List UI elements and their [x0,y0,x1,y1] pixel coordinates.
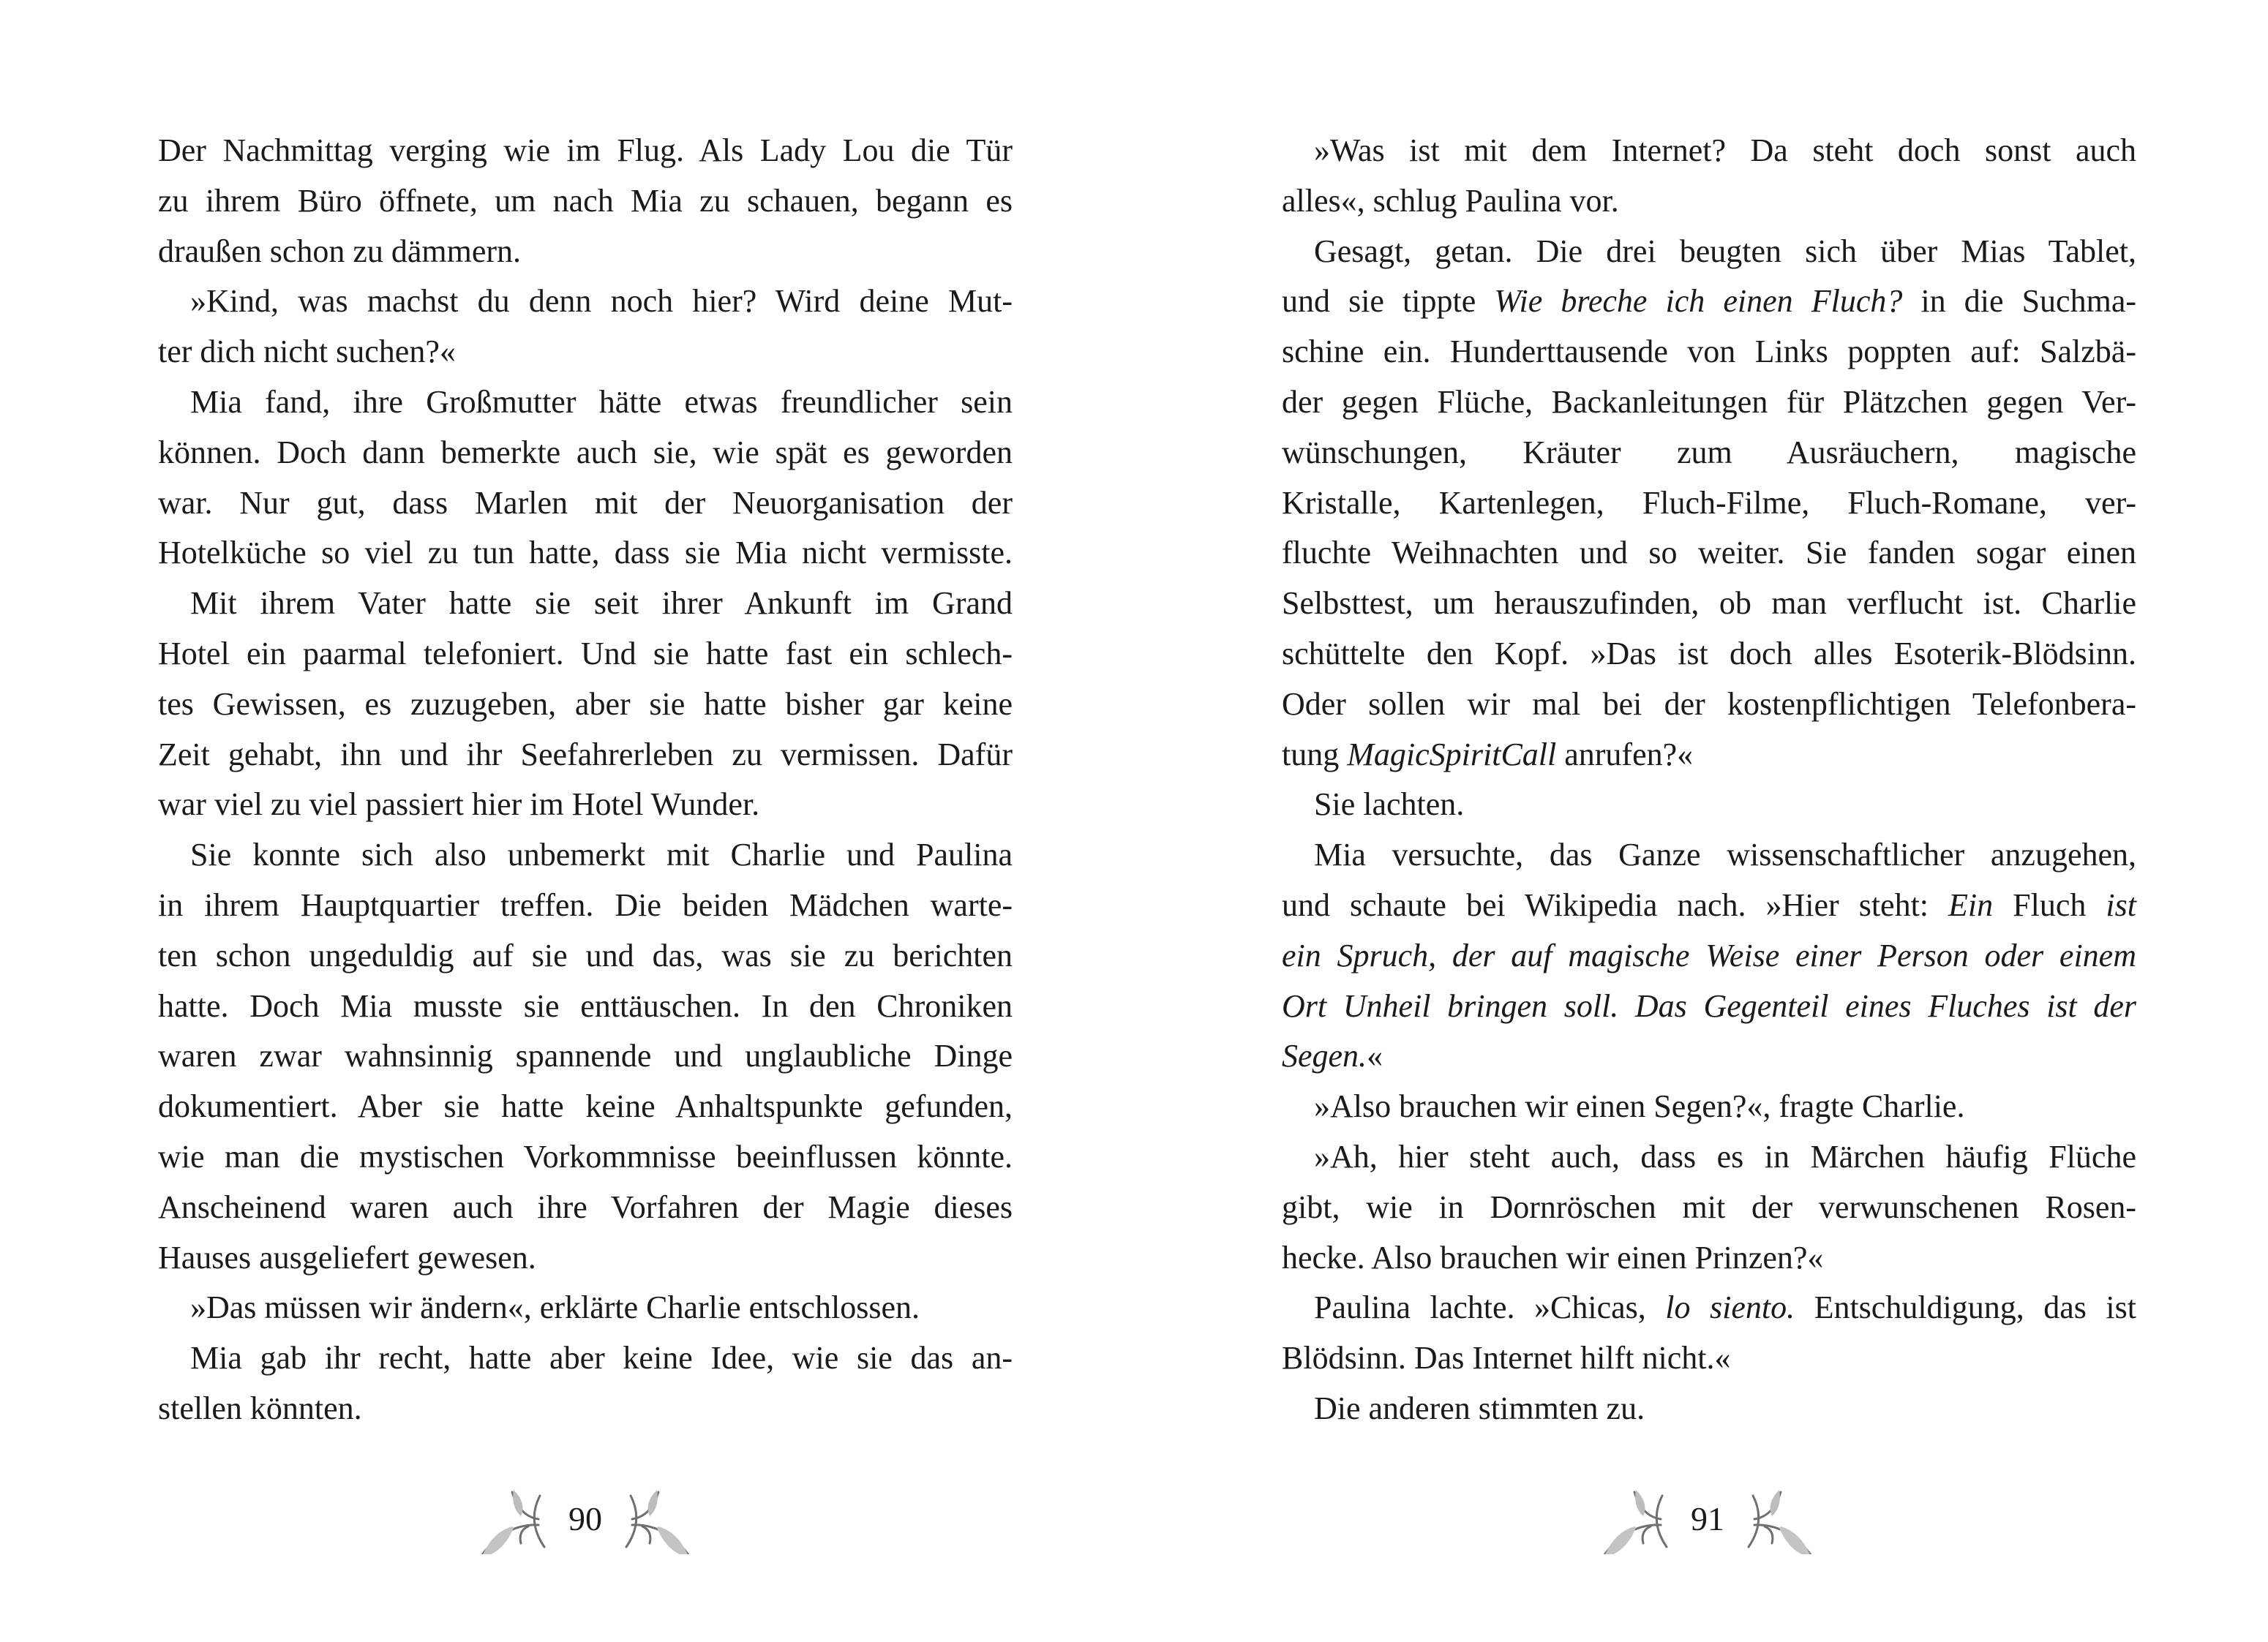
text-segment: der gegen Flüche, Backanleitungen für Plätzchen gegen Ver- [1282,383,2136,420]
text-line [158,1233,1013,1284]
text-segment: Gesagt, getan. Die drei beugten sich über Mias Tablet, [1314,233,2136,269]
text-line [1282,176,2136,227]
text-line [1282,579,2136,629]
text-segment: Mia gab ihr recht, hatte aber keine Idee, wie sie das an- [190,1340,1013,1377]
text-segment: Hotelküche so viel zu tun hatte, dass sie Mia nicht vermisste. [158,535,1013,571]
text-line [158,679,1013,730]
italic-text: ein Spruch, der auf magische Weise einer Person oder einem [1282,937,2136,973]
text-segment: »Ah, hier steht auch, dass es in Märchen häufig Flüche [1314,1138,2136,1175]
text-segment: Selbsttest, um herauszufinden, ob man verflucht ist. Charlie [1282,585,2136,622]
text-line [1282,1183,2136,1233]
text-segment: Sie konnte sich also unbemerkt mit Charlie und Paulina [190,837,1013,873]
text-line [1282,629,2136,679]
text-segment: »Kind, was machst du denn noch hier? Wird deine Mut- [190,283,1013,320]
text-line [1282,276,2136,327]
text-segment: waren zwar wahnsinnig spannende und unglaubliche Dinge [158,1038,1013,1074]
page-number-text: 90 [568,1500,602,1537]
text-segment: « [1367,1038,1383,1074]
text-line [158,1283,1013,1333]
page-number-left [476,1488,695,1554]
text-segment: Mia versuchte, das Ganze wissenschaftlicher anzugehen, [1314,837,2136,873]
text-line [158,881,1013,931]
text-segment: gibt, wie in Dornröschen mit der verwunschenen Rosen- [1282,1189,2136,1225]
text-line [158,1132,1013,1183]
text-line [1282,428,2136,478]
italic-text: Wie breche ich einen Fluch? [1494,283,1903,320]
text-segment: zu ihrem Büro öffnete, um nach Mia zu schauen, begann es [158,182,1013,219]
text-line [158,579,1013,629]
text-line [1282,1082,2136,1132]
text-line [158,629,1013,679]
text-line [158,1183,1013,1233]
text-segment: und schaute bei Wikipedia nach. »Hier steht: [1282,886,1949,923]
text-line [1282,982,2136,1032]
text-segment: Mit ihrem Vater hatte sie seit ihrer Ankunft im Grand [190,585,1013,622]
page-number-text: 91 [1691,1500,1724,1537]
text-segment: Kristalle, Kartenlegen, Fluch-Filme, Fluch-Romane, ver- [1282,484,2136,521]
text-segment: war. Nur gut, dass Marlen mit der Neuorganisation der [158,484,1013,521]
text-segment: hecke. Also brauchen wir einen Prinzen?« [1282,1239,1824,1276]
text-line [1282,730,2136,780]
right-page-text [1282,126,2136,1434]
text-segment: hatte. Doch Mia musste sie enttäuschen. In den Chroniken [158,987,1013,1024]
text-line [1282,1132,2136,1183]
italic-text: Segen. [1282,1038,1367,1074]
text-line [158,1384,1013,1434]
text-segment: ten schon ungeduldig auf sie und das, was sie zu berichten [158,937,1013,973]
text-line [158,1031,1013,1082]
text-line [1282,528,2136,579]
text-segment: Paulina lachte. »Chicas, [1314,1289,1666,1326]
text-segment: Oder sollen wir mal bei der kostenpflichtigen Telefonbera- [1282,685,2136,722]
left-page-text [158,126,1013,1434]
text-line [158,377,1013,428]
italic-text: MagicSpiritCall [1347,736,1557,772]
text-line [1282,227,2136,277]
text-line [1282,881,2136,931]
text-line [158,126,1013,176]
text-segment: Fluch [1993,886,2106,923]
text-line [1282,1031,2136,1082]
text-line [1282,931,2136,982]
text-segment: Der Nachmittag verging wie im Flug. Als Lady Lou die Tür [158,132,1013,168]
text-line [1282,377,2136,428]
text-line [1282,780,2136,830]
text-line [158,428,1013,478]
text-segment: ter dich nicht suchen?« [158,334,456,370]
text-line [158,176,1013,227]
text-line [158,1333,1013,1384]
text-segment: anrufen?« [1556,736,1694,772]
text-segment: Mia fand, ihre Großmutter hätte etwas freundlicher sein [190,383,1013,420]
text-segment: schüttelte den Kopf. »Das ist doch alles Esoterik-Blödsinn. [1282,635,2136,671]
text-segment: wie man die mystischen Vorkommnisse beeinflussen könnte. [158,1138,1013,1175]
text-segment: Hauses ausgeliefert gewesen. [158,1239,536,1276]
text-segment: tes Gewissen, es zuzugeben, aber sie hatte bisher gar keine [158,685,1013,722]
text-segment: fluchte Weihnachten und so weiter. Sie fanden sogar einen [1282,535,2136,571]
text-line [158,528,1013,579]
text-segment: »Was ist mit dem Internet? Da steht doch sonst auch [1314,132,2136,168]
text-line [158,276,1013,327]
text-segment: Hotel ein paarmal telefoniert. Und sie hatte fast ein schlech- [158,635,1013,671]
text-segment: Die anderen stimmten zu. [1314,1390,1645,1426]
italic-text: ist [2106,886,2136,923]
text-segment: Zeit gehabt, ihn und ihr Seefahrerleben zu vermissen. Dafür [158,736,1013,772]
text-segment: »Also brauchen wir einen Segen?«, fragte Charlie. [1314,1088,1965,1125]
text-segment: schine ein. Hunderttausende von Links poppten auf: Salzbä- [1282,334,2136,370]
text-segment: »Das müssen wir ändern«, erklärte Charlie entschlossen. [190,1289,920,1326]
text-segment: wünschungen, Kräuter zum Ausräuchern, magische [1282,434,2136,470]
text-line [1282,478,2136,529]
page-number-right [1598,1488,1817,1554]
text-line [158,1082,1013,1132]
italic-text: Ein [1948,886,1994,923]
text-segment: in die Suchma- [1902,283,2136,320]
text-segment: war viel zu viel passiert hier im Hotel Wunder. [158,786,760,823]
text-segment: tung [1282,736,1348,772]
text-line [158,478,1013,529]
text-segment: stellen könnten. [158,1390,362,1426]
text-line [158,830,1013,881]
text-line [158,327,1013,377]
text-segment: dokumentiert. Aber sie hatte keine Anhaltspunkte gefunden, [158,1088,1013,1125]
text-line [1282,1233,2136,1284]
text-line [158,780,1013,830]
text-line [1282,126,2136,176]
text-line [1282,1384,2136,1434]
text-segment: in ihrem Hauptquartier treffen. Die beiden Mädchen warte- [158,886,1013,923]
text-line [1282,830,2136,881]
text-segment: Entschuldigung, das ist [1795,1289,2136,1326]
text-segment: Blödsinn. Das Internet hilft nicht.« [1282,1340,1731,1377]
text-segment: Anscheinend waren auch ihre Vorfahren der Magie dieses [158,1189,1013,1225]
text-line [158,227,1013,277]
text-segment: Sie lachten. [1314,786,1465,823]
text-line [158,931,1013,982]
text-line [1282,327,2136,377]
text-segment: alles«, schlug Paulina vor. [1282,182,1619,219]
text-line [1282,679,2136,730]
text-line [158,730,1013,780]
text-line [1282,1333,2136,1384]
text-segment: und sie tippte [1282,283,1495,320]
text-line [158,982,1013,1032]
text-segment: draußen schon zu dämmern. [158,233,522,269]
italic-text: lo siento. [1665,1289,1795,1326]
text-segment: können. Doch dann bemerkte auch sie, wie spät es geworden [158,434,1013,470]
italic-text: Ort Unheil bringen soll. Das Gegenteil eines Fluches ist der [1282,987,2136,1024]
text-line [1282,1283,2136,1333]
